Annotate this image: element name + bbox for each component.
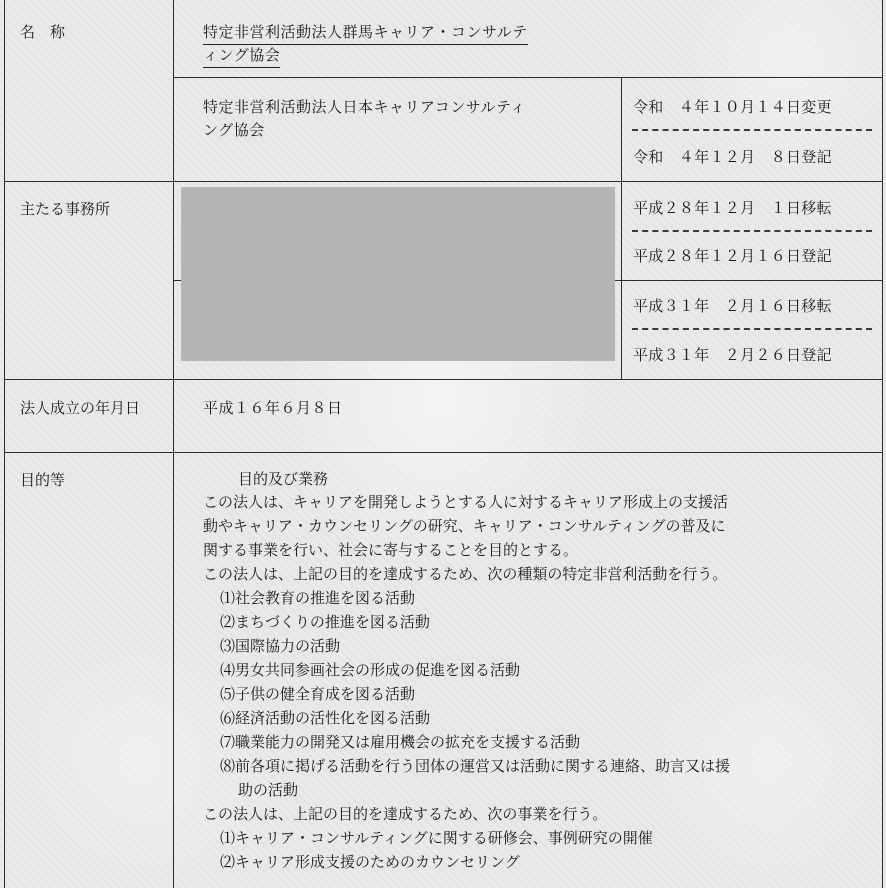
- date-column-divider: [621, 77, 622, 379]
- label-column-divider: [173, 0, 174, 888]
- activity-item: ⑺職業能力の開発又は雇用機会の拡充を支援する活動: [220, 733, 581, 751]
- right-border: [882, 0, 883, 888]
- dashed-divider: [632, 328, 872, 330]
- dashed-divider: [632, 129, 872, 131]
- activity-item: ⑵まちづくりの推進を図る活動: [220, 613, 430, 631]
- name-change-date: 令和 ４年１０月１４日変更: [633, 98, 832, 116]
- row-divider: [173, 77, 882, 78]
- purpose-text-line: 関する事業を行い、社会に寄与することを目的とする。: [203, 541, 579, 559]
- business-item: ⑴キャリア・コンサルティングに関する研修会、事例研究の開催: [220, 829, 653, 847]
- row-divider: [4, 181, 882, 182]
- activity-item: ⑶国際協力の活動: [220, 637, 341, 655]
- name-label: 名 称: [20, 23, 66, 41]
- current-name-line1: 特定非営利活動法人群馬キャリア・コンサルテ: [203, 20, 528, 45]
- activity-item-continuation: 助の活動: [238, 781, 299, 799]
- row-divider: [4, 452, 882, 453]
- redacted-address: [181, 187, 615, 361]
- office-registration-date-1: 平成２８年１２月１６日登記: [633, 247, 832, 265]
- activity-item: ⑷男女共同参画社会の形成の促進を図る活動: [220, 661, 521, 679]
- left-border: [4, 0, 5, 888]
- purpose-label: 目的等: [20, 471, 66, 489]
- row-divider: [4, 379, 882, 380]
- row-divider: [621, 280, 882, 281]
- establishment-date: 平成１６年６月８日: [203, 399, 343, 417]
- name-registration-date: 令和 ４年１２月 ８日登記: [633, 148, 832, 166]
- activity-item: ⑴社会教育の推進を図る活動: [220, 589, 416, 607]
- purpose-text-line: この法人は、上記の目的を達成するため、次の種類の特定非営利活動を行う。: [203, 565, 728, 583]
- activity-item: ⑻前各項に掲げる活動を行う団体の運営又は活動に関する連絡、助言又は援: [220, 757, 731, 775]
- establishment-label: 法人成立の年月日: [20, 399, 141, 417]
- dashed-divider: [632, 230, 872, 232]
- previous-name-line2: ング協会: [203, 121, 265, 139]
- purpose-text-line: この法人は、上記の目的を達成するため、次の事業を行う。: [203, 805, 608, 823]
- business-item: ⑵キャリア形成支援のためのカウンセリング: [220, 853, 520, 871]
- previous-name-line1: 特定非営利活動法人日本キャリアコンサルティ: [203, 98, 526, 116]
- office-move-date-2: 平成３１年 ２月１６日移転: [633, 297, 832, 315]
- office-registration-date-2: 平成３１年 ２月２６日登記: [633, 346, 832, 364]
- office-label: 主たる事務所: [20, 200, 111, 218]
- purpose-heading: 目的及び業務: [238, 470, 329, 488]
- activity-item: ⑸子供の健全育成を図る活動: [220, 685, 416, 703]
- activity-item: ⑹経済活動の活性化を図る活動: [220, 709, 431, 727]
- purpose-text-line: この法人は、キャリアを開発しようとする人に対するキャリア形成上の支援活: [203, 493, 729, 511]
- office-move-date-1: 平成２８年１２月 １日移転: [633, 199, 832, 217]
- current-name-line2: ィング協会: [203, 43, 280, 68]
- purpose-text-line: 動やキャリア・カウンセリングの研究、キャリア・コンサルティングの普及に: [203, 517, 726, 535]
